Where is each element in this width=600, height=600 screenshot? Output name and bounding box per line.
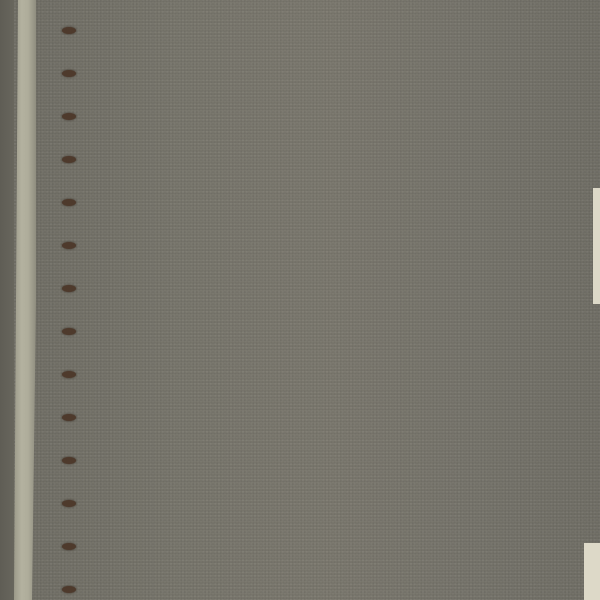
edge-line-marking xyxy=(14,0,36,600)
reflector-dot-row xyxy=(62,0,82,600)
reflector-dot xyxy=(62,457,76,464)
reflector-dot xyxy=(62,586,76,593)
reflector-dot xyxy=(62,27,76,34)
reflector-dot xyxy=(62,285,76,292)
reflector-dot xyxy=(62,199,76,206)
reflector-dot xyxy=(62,414,76,421)
lane-marking-right-bottom xyxy=(584,543,600,600)
reflector-dot xyxy=(62,242,76,249)
reflector-dot xyxy=(62,328,76,335)
road-shoulder xyxy=(0,0,14,600)
reflector-dot xyxy=(62,113,76,120)
lane-marking-right-top xyxy=(593,188,600,304)
reflector-dot xyxy=(62,500,76,507)
reflector-dot xyxy=(62,156,76,163)
reflector-dot xyxy=(62,543,76,550)
reflector-dot xyxy=(62,70,76,77)
reflector-dot xyxy=(62,371,76,378)
